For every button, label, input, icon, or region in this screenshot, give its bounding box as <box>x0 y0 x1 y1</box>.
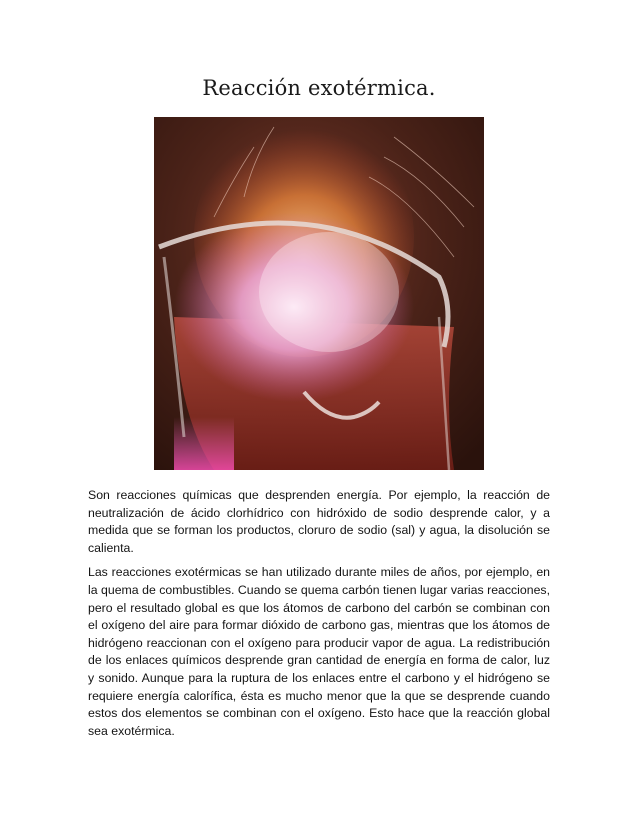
paragraph-1: Son reacciones químicas que desprenden energía. Por ejemplo, la reacción de neutralización de ácido clorhídrico con hidróxido de sodio desprende calor, y a medida que se forman los productos, cloruro de sodio (sal) y agua, la disolución se calienta. <box>88 488 550 555</box>
paragraph-2: Las reacciones exotérmicas se han utilizado durante miles de años, por ejemplo, en la quema de combustibles. Cuando se quema carbón tienen lugar varias reacciones, pero el resultado global es que los átomos de carbono del carbón se combinan con el oxígeno del aire para formar dióxido de carbono gas, mientras que los átomos de hidrógeno reaccionan con el oxígeno para producir vapor de agua. La redistribución de los enlaces químicos desprende gran cantidad de energía en forma de calor, luz y sonido. Aunque para la ruptura de los enlaces entre el carbono y el hidrógeno se requiere energía calorífica, ésta es mucho menor que la que se desprende cuando estos dos elementos se combinan con el oxígeno. Esto hace que la reacción global sea exotérmica. <box>88 565 550 738</box>
flame-core <box>259 232 399 352</box>
body-text <box>88 487 550 747</box>
beaker-flame-photo <box>154 117 484 470</box>
page-title: Reacción exotérmica. <box>202 76 436 100</box>
beaker-flame-illustration <box>154 117 484 470</box>
